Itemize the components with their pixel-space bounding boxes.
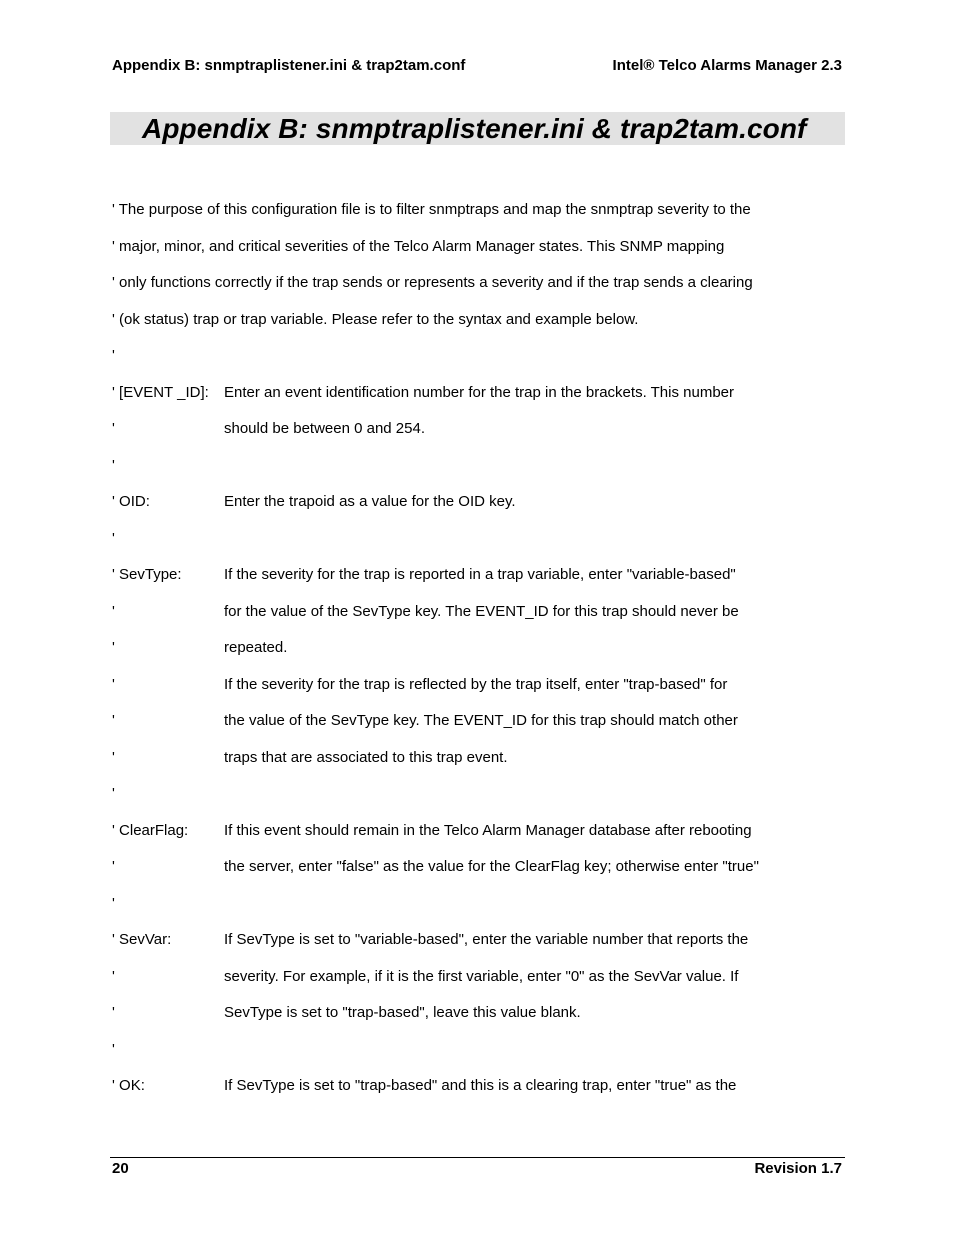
entry-desc: the value of the SevType key. The EVENT_ID for this trap should match other xyxy=(224,712,738,729)
entry-line xyxy=(112,922,832,959)
running-header-left: Appendix B: snmptraplistener.ini & trap2tam.conf xyxy=(112,57,466,74)
entry-desc: If SevType is set to "variable-based", enter the variable number that reports the xyxy=(224,931,749,948)
entry-label: ' xyxy=(112,712,115,729)
entry-line xyxy=(112,886,832,923)
intro-text: ' The purpose of this configuration file is to filter snmptraps and map the snmptrap severity to the xyxy=(112,201,751,218)
intro-text: ' (ok status) trap or trap variable. Please refer to the syntax and example below. xyxy=(112,310,639,328)
entry-desc: If SevType is set to "trap-based" and this is a clearing trap, enter "true" as the xyxy=(224,1077,737,1094)
entry-line xyxy=(112,703,832,740)
entry-label: ' xyxy=(112,456,115,474)
entry-line xyxy=(112,740,832,777)
entry-line xyxy=(112,1032,832,1069)
entry-desc: should be between 0 and 254. xyxy=(224,420,425,437)
entry-line xyxy=(112,1068,832,1105)
entry-desc: severity. For example, if it is the first variable, enter "0" as the SevVar value. If xyxy=(224,967,739,985)
entry-label: ' OK: xyxy=(112,1077,145,1094)
entry-desc: If this event should remain in the Telco Alarm Manager database after rebooting xyxy=(224,821,752,839)
entry-label: ' xyxy=(112,420,115,437)
entry-label: ' xyxy=(112,675,115,693)
page-title: Appendix B: snmptraplistener.ini & trap2tam.conf xyxy=(142,113,807,144)
config-description xyxy=(112,192,832,1105)
entry-label: ' xyxy=(112,639,115,656)
entry-label: ' xyxy=(112,1004,115,1021)
running-header-right: Intel® Telco Alarms Manager 2.3 xyxy=(612,57,842,74)
intro-line xyxy=(112,338,832,375)
entry-label: ' [EVENT _ID]: xyxy=(112,383,209,401)
intro-line xyxy=(112,265,832,302)
entry-label: ' xyxy=(112,1040,115,1058)
entry-desc: SevType is set to "trap-based", leave this value blank. xyxy=(224,1004,581,1021)
entry-line xyxy=(112,375,832,412)
intro-line xyxy=(112,229,832,266)
entry-line xyxy=(112,521,832,558)
footer-divider xyxy=(110,1157,845,1158)
entry-line xyxy=(112,630,832,667)
entry-label: ' ClearFlag: xyxy=(112,821,189,839)
entry-line xyxy=(112,557,832,594)
intro-text: ' only functions correctly if the trap sends or represents a severity and if the trap sends a clearing xyxy=(112,274,753,291)
entry-line xyxy=(112,484,832,521)
entry-label: ' xyxy=(112,894,115,912)
entry-label: ' SevVar: xyxy=(112,931,172,948)
entry-label: ' xyxy=(112,858,115,875)
entry-label: ' xyxy=(112,602,115,620)
entry-desc: Enter an event identification number for the trap in the brackets. This number xyxy=(224,383,734,401)
entry-line xyxy=(112,849,832,886)
entry-desc: If the severity for the trap is reflected by the trap itself, enter "trap-based" for xyxy=(224,675,728,693)
entry-line xyxy=(112,959,832,996)
entry-label: ' xyxy=(112,785,115,802)
entry-label: ' xyxy=(112,967,115,985)
entry-label: ' SevType: xyxy=(112,566,182,583)
entry-desc: If the severity for the trap is reported in a trap variable, enter "variable-based" xyxy=(224,566,736,583)
title-banner xyxy=(110,112,845,145)
entry-desc: repeated. xyxy=(224,639,288,656)
entry-desc: traps that are associated to this trap event. xyxy=(224,748,508,766)
entry-label: ' OID: xyxy=(112,493,150,510)
entry-line xyxy=(112,813,832,850)
entry-line xyxy=(112,776,832,813)
entry-desc: for the value of the SevType key. The EVENT_ID for this trap should never be xyxy=(224,602,739,620)
intro-text: ' xyxy=(112,347,115,364)
entry-line xyxy=(112,667,832,704)
entry-line xyxy=(112,594,832,631)
page-number: 20 xyxy=(112,1160,129,1177)
entry-desc: the server, enter "false" as the value for the ClearFlag key; otherwise enter "true" xyxy=(224,858,759,875)
entry-line xyxy=(112,411,832,448)
intro-line xyxy=(112,302,832,339)
entry-label: ' xyxy=(112,748,115,766)
entry-line xyxy=(112,995,832,1032)
entry-label: ' xyxy=(112,529,115,547)
intro-line xyxy=(112,192,832,229)
revision-label: Revision 1.7 xyxy=(754,1160,842,1177)
entry-line xyxy=(112,448,832,485)
intro-text: ' major, minor, and critical severities of the Telco Alarm Manager states. This SNMP mapping xyxy=(112,237,725,255)
entry-desc: Enter the trapoid as a value for the OID key. xyxy=(224,493,516,510)
